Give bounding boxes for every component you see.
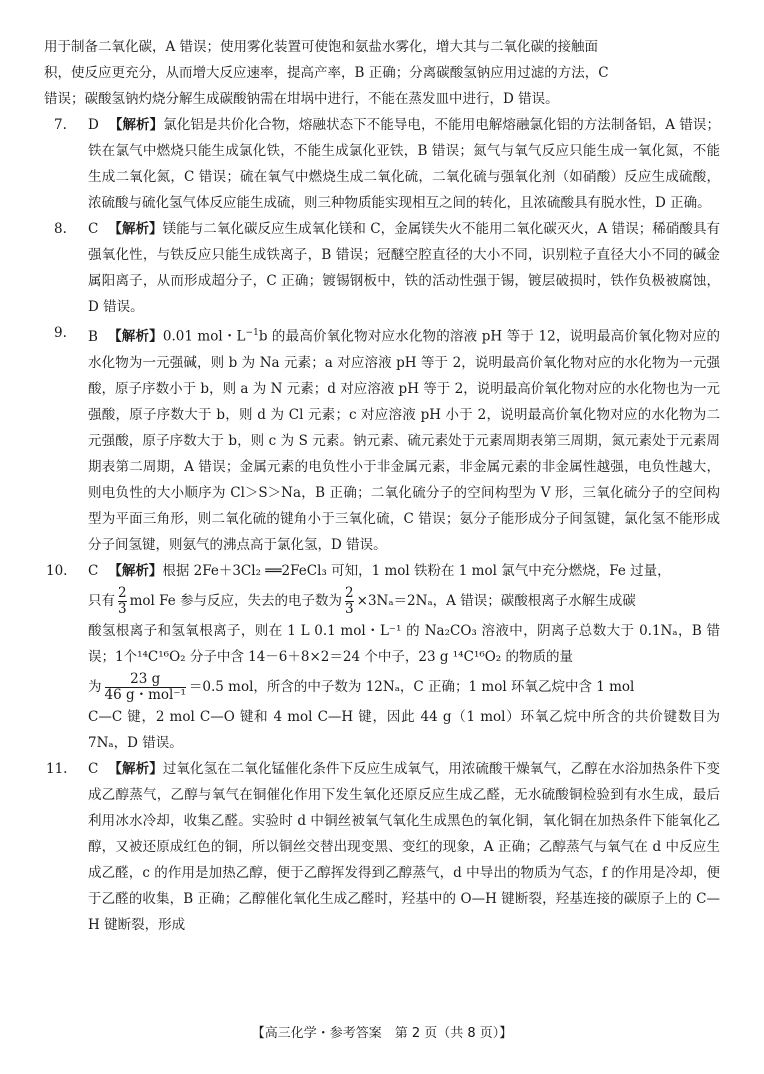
question-8 — [44, 216, 720, 320]
intro-line-3: 错误；碳酸氢钠灼烧分解生成碳酸钠需在坩埚中进行，不能在蒸发皿中进行，D 错误。 — [44, 91, 559, 107]
analysis-text: b 的最高价氧化物对应水化物的溶液 pH 等于 12，说明最高价氧化物对应的水化物为一元强碱，则 b 为 Na 元素；a 对应溶液 pH 等于 2，说明最高价氧化物对应的水化物为一元强酸，原子序数小于 b，则 a 为 N 元素；d 对应溶液 pH 等于 2，说明最高价氧化物对应的水化物也为一元强酸，原子序数大于 b，则 d 为 Cl 元素；c 对应溶液 pH 小于 2，说明最高价氧化物对应的水化物为二元强酸，原子序数大于 b，则 c 为 S 元素。钠元素、硫元素处于元素周期表第三周期，氮元素处于元素周期表第二周期，A 错误；金属元素的电负性小于非金属元素，非金属元素的非金属性越强，电负性越大，则电负性的大小顺序为 Cl＞S＞Na，B 正确；二氧化硫分子的空间构型为 V 形，三氧化硫分子的空间构型为平面三角形，则二氧化硫的键角小于三氧化硫，C 错误；氨分子能形成分子间氢键，氯化氢不能形成分子间氢键，则氨气的沸点高于氯化氢，D 错误。 — [88, 328, 721, 553]
analysis-text: 氯化铝是共价化合物，熔融状态下不能导电，不能用电解熔融氯化铝的方法制备铝，A 错误；铁在氯气中燃烧只能生成氯化铁，不能生成氯化亚铁，B 错误；氮气与氧气反应只能生成一氧化氮，不能生成二氧化氮，C 错误；硫在氧气中燃烧生成二氧化硫，二氧化硫与强氧化剂（如硝酸）反应生成硫酸，浓硫酸与硫化氢气体反应能生成硫，则三种物质能实现相互之间的转化，且浓硫酸具有脱水性，D 正确。 — [88, 117, 721, 211]
answer-letter: C — [88, 221, 99, 237]
q10-line-5 — [88, 704, 720, 756]
answer-content — [44, 34, 720, 938]
question-7 — [44, 112, 720, 216]
fraction-two-thirds-b — [345, 586, 354, 617]
analysis-tag: 【解析】 — [108, 760, 163, 777]
q10-segment-2b: mol Fe 参与反应，失去的电子数为 — [129, 592, 343, 609]
fraction-denominator: 3 — [345, 600, 354, 617]
q10-line-3 — [88, 618, 720, 670]
question-number: 11. — [46, 760, 68, 777]
question-number: 9. — [54, 325, 67, 341]
analysis-tag: 【解析】 — [108, 562, 163, 579]
answer-letter: D — [88, 117, 99, 133]
fraction-numerator: 23 g — [130, 670, 161, 687]
answer-letter: C — [88, 760, 99, 777]
fraction-numerator: 2 — [345, 584, 354, 601]
q10-line-4 — [88, 670, 720, 704]
q10-line-2 — [88, 584, 720, 618]
question-9 — [44, 320, 720, 558]
answer-letter: C — [88, 562, 99, 579]
intro-line-1: 用于制备二氧化碳，A 错误；使用雾化装置可使饱和氨盐水雾化，增大其与二氧化碳的接触面 — [44, 39, 599, 55]
q10-segment-5: C—C 键，2 mol C—O 键和 4 mol C—H 键，因此 44 g（1 mol）环氧乙烷中所含的共价键数目为 7Nₐ，D 错误。 — [88, 708, 720, 751]
question-11 — [44, 756, 720, 938]
fraction-two-thirds — [118, 586, 127, 617]
question-number: 10. — [46, 562, 68, 579]
intro-line-2: 积，使反应更充分，从而增大反应速率，提高产率，B 正确；分离碳酸氢钠应用过滤的方法，C — [44, 65, 609, 81]
answer-letter: B — [88, 328, 98, 345]
q10-segment-1: 根据 2Fe＋3Cl₂ ══2FeCl₃ 可知，1 mol 铁粉在 1 mol 氯气中充分燃烧，Fe 过量， — [162, 562, 671, 579]
analysis-tag: 【解析】 — [107, 328, 163, 345]
analysis-text: 镁能与二氧化碳反应生成氧化镁和 C，金属镁失火不能用二氧化碳灭火，A 错误；稀硝酸具有强氧化性，与铁反应只能生成铁离子，B 错误；冠醚空腔直径的大小不同，识别粒子直径大小不同的碱金属阳离子，从而形成超分子，C 正确；镀锡钢板中，铁的活动性强于锡，镀层破损时，铁作负极被腐蚀，D 错误。 — [88, 221, 720, 315]
fraction-numerator: 2 — [118, 584, 127, 601]
question-10 — [44, 558, 720, 756]
q10-line-1 — [88, 558, 720, 584]
q10-segment-3: 酸氢根离子和氢氧根离子，则在 1 L 0.1 mol・L⁻¹ 的 Na₂CO₃ 溶液中，阴离子总数大于 0.1Nₐ，B 错误；1个¹⁴C¹⁶O₂ 分子中含 14－6＋8×2＝24 个中子，23 g ¹⁴C¹⁶O₂ 的物质的量 — [88, 622, 720, 665]
analysis-tag: 【解析】 — [108, 117, 164, 133]
question-number: 8. — [54, 221, 67, 237]
concentration-exponent: −1 — [245, 328, 259, 338]
fraction-denominator: 46 g・mol⁻¹ — [104, 686, 186, 703]
q10-segment-4a: 为 — [88, 678, 102, 695]
concentration-value: 0.01 mol・L — [162, 328, 246, 345]
q10-segment-4b: ＝0.5 mol，所含的中子数为 12Nₐ，C 正确；1 mol 环氧乙烷中含 1 mol — [188, 678, 635, 695]
fraction-molar-mass — [105, 672, 186, 703]
q10-segment-2c: ×3Nₐ＝2Nₐ，A 错误；碳酸根离子水解生成碳 — [356, 592, 636, 609]
analysis-text: 过氧化氢在二氧化锰催化条件下反应生成氧气，用浓硫酸干燥氧气，乙醇在水浴加热条件下变成乙醇蒸气，乙醇与氧气在铜催化作用下发生氧化还原反应生成乙醛，无水硫酸铜检验到有水生成，最后利用冰水冷却，收集乙醛。实验时 d 中铜丝被氧气氧化生成黑色的氧化铜，氧化铜在加热条件下能氧化乙醇，又被还原成红色的铜，所以铜丝交替出现变黑、变红的现象，A 正确；乙醇蒸气与氧气在 d 中反应生成乙醛，c 的作用是加热乙醇，便于乙醇挥发得到乙醇蒸气，d 中导出的物质为气态，f 的作用是冷却，便于乙醛的收集，B 正确；乙醇催化氧化生成乙醛时，羟基中的 O—H 键断裂，羟基连接的碳原子上的 C—H 键断裂，形成 — [88, 760, 721, 933]
question-number: 7. — [54, 117, 67, 133]
analysis-tag: 【解析】 — [108, 221, 163, 237]
fraction-denominator: 3 — [118, 600, 127, 617]
page-footer: 【高三化学・参考答案 第 2 页（共 8 页）】 — [251, 1026, 513, 1041]
q10-segment-2a: 只有 — [88, 592, 115, 609]
intro-paragraph — [44, 34, 720, 112]
